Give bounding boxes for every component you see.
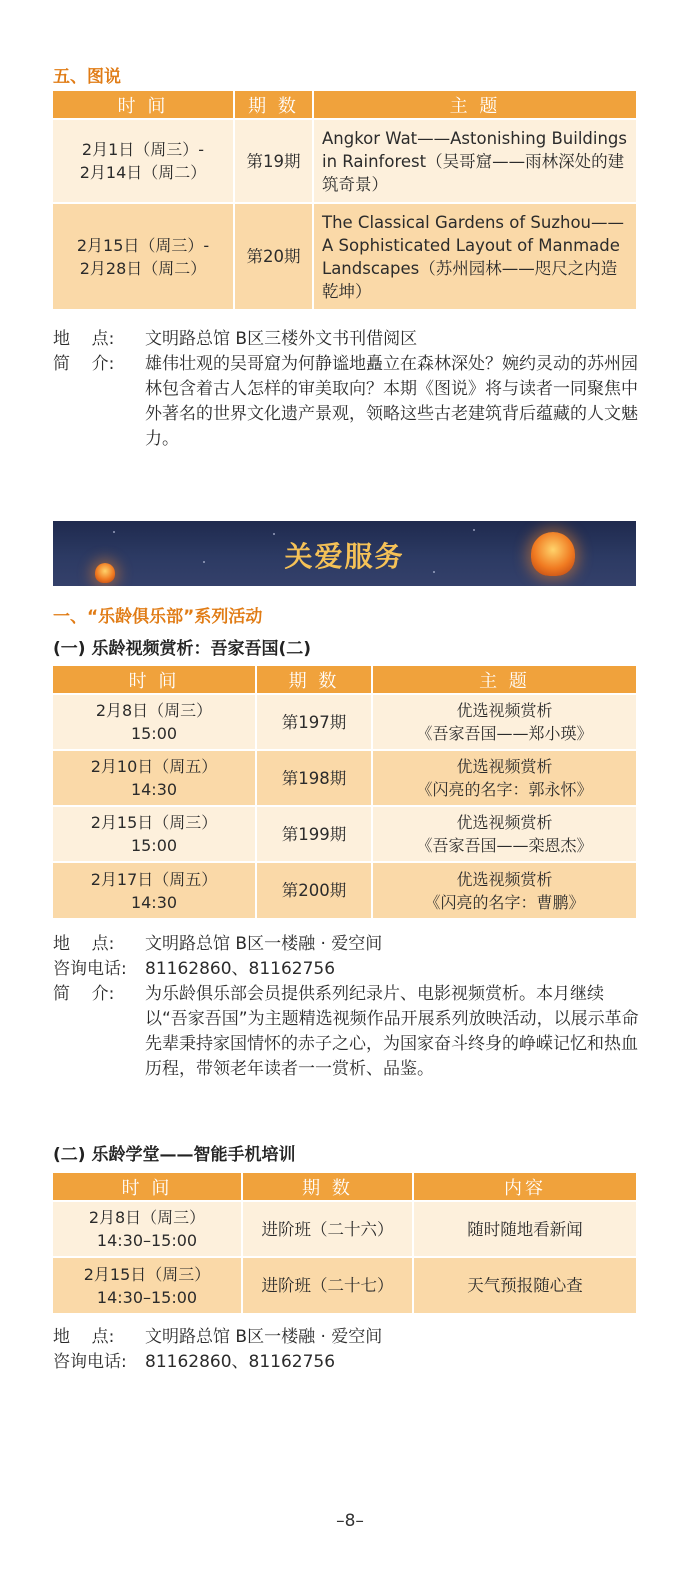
date-cell: 2月15日（周三） 15:00 — [53, 806, 256, 862]
header-time: 时 间 — [53, 1173, 242, 1201]
section-title-leling: 一、“乐龄俱乐部”系列活动 — [53, 607, 263, 627]
phone-label: 咨询电话: — [53, 959, 127, 979]
table-row — [53, 806, 636, 862]
tushuo-info — [53, 327, 643, 452]
tushuo-schedule-table — [53, 91, 636, 309]
issue-cell: 第198期 — [256, 750, 372, 806]
intro-text: 雄伟壮观的吴哥窟为何静谧地矗立在森林深处？婉约灵动的苏州园林包含着古人怎样的审美取向？本期《图说》将与读者一同聚焦中外著名的世界文化遗产景观，领略这些古老建筑背后蕴藏的人文魅力。 — [145, 354, 638, 449]
table-row — [53, 1201, 636, 1257]
location-label: 地 点: — [53, 329, 115, 349]
issue-cell: 第199期 — [256, 806, 372, 862]
intro-label: 简 介: — [53, 984, 115, 1004]
location-label: 地 点: — [53, 934, 115, 954]
training-info — [53, 1325, 643, 1375]
topic-cell: The Classical Gardens of Suzhou——A Sophisticated Layout of Manmade Landscapes（苏州园林——咫尺之内造乾坤） — [313, 203, 636, 309]
date-cell: 2月1日（周三）- 2月14日（周二） — [53, 119, 234, 203]
date-cell: 2月8日（周三） 14:30–15:00 — [53, 1201, 242, 1257]
date-cell: 2月10日（周五） 14:30 — [53, 750, 256, 806]
topic-cell: 优选视频赏析 《闪亮的名字：郭永怀》 — [372, 750, 636, 806]
date-cell: 2月15日（周三）- 2月28日（周二） — [53, 203, 234, 309]
table-row — [53, 1257, 636, 1313]
location-value: 文明路总馆 B区三楼外文书刊借阅区 — [145, 329, 418, 349]
header-topic: 主 题 — [313, 91, 636, 119]
banner-title: 关爱服务 — [284, 540, 405, 573]
section-title-tushuo: 五、图说 — [53, 67, 121, 87]
issue-cell: 第200期 — [256, 862, 372, 918]
page-number: –8– — [336, 1511, 364, 1531]
content-cell: 随时随地看新闻 — [413, 1201, 636, 1257]
issue-cell: 进阶班（二十六） — [242, 1201, 413, 1257]
topic-cell: 优选视频赏析 《吾家吾国——栾恩杰》 — [372, 806, 636, 862]
header-issue: 期 数 — [242, 1173, 413, 1201]
date-cell: 2月15日（周三） 14:30–15:00 — [53, 1257, 242, 1313]
header-content: 内容 — [413, 1173, 636, 1201]
table-row — [53, 862, 636, 918]
date-cell: 2月8日（周三） 15:00 — [53, 694, 256, 750]
location-value: 文明路总馆 B区一楼融 · 爱空间 — [145, 934, 383, 954]
intro-text: 为乐龄俱乐部会员提供系列纪录片、电影视频赏析。本月继续以“吾家吾国”为主题精选视频作品开展系列放映活动，以展示革命先辈秉持家国情怀的赤子之心，为国家奋斗终身的峥嵘记忆和热血历程，带领老年读者一一赏析、品鉴。 — [145, 984, 639, 1079]
header-issue: 期 数 — [234, 91, 313, 119]
issue-cell: 第19期 — [234, 119, 313, 203]
location-label: 地 点: — [53, 1327, 115, 1347]
care-service-banner — [53, 521, 636, 586]
phone-value: 81162860、81162756 — [145, 1352, 336, 1372]
table-row — [53, 694, 636, 750]
header-time: 时 间 — [53, 91, 234, 119]
topic-cell: 优选视频赏析 《吾家吾国——郑小瑛》 — [372, 694, 636, 750]
date-cell: 2月17日（周五） 14:30 — [53, 862, 256, 918]
phone-value: 81162860、81162756 — [145, 959, 336, 979]
location-value: 文明路总馆 B区一楼融 · 爱空间 — [145, 1327, 383, 1347]
video-schedule-table — [53, 666, 636, 918]
video-info — [53, 932, 643, 1082]
table-row — [53, 750, 636, 806]
issue-cell: 第20期 — [234, 203, 313, 309]
content-cell: 天气预报随心查 — [413, 1257, 636, 1313]
topic-cell: 优选视频赏析 《闪亮的名字：曹鹏》 — [372, 862, 636, 918]
header-topic: 主 题 — [372, 666, 636, 694]
phone-label: 咨询电话: — [53, 1352, 127, 1372]
table-row — [53, 203, 636, 309]
issue-cell: 进阶班（二十七） — [242, 1257, 413, 1313]
topic-cell: Angkor Wat——Astonishing Buildings in Rainforest（吴哥窟——雨林深处的建筑奇景） — [313, 119, 636, 203]
header-issue: 期 数 — [256, 666, 372, 694]
subsection-title-video: (一) 乐龄视频赏析：吾家吾国(二) — [53, 639, 311, 659]
intro-label: 简 介: — [53, 354, 115, 374]
subsection-title-phone-training: (二) 乐龄学堂——智能手机培训 — [53, 1145, 296, 1165]
issue-cell: 第197期 — [256, 694, 372, 750]
training-schedule-table — [53, 1173, 636, 1313]
header-time: 时 间 — [53, 666, 256, 694]
table-row — [53, 119, 636, 203]
